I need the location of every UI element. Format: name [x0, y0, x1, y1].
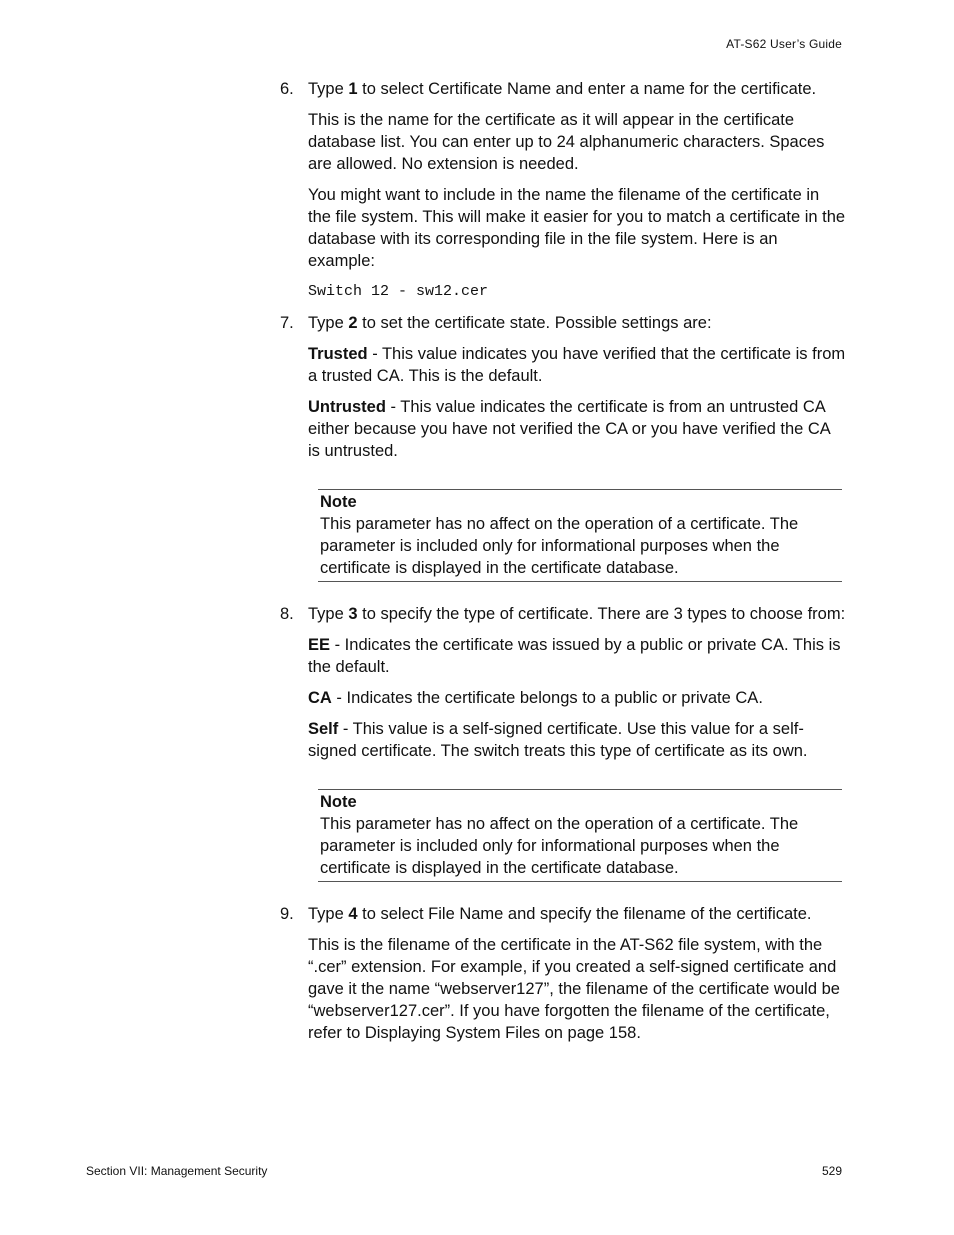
step-9: 9. Type 4 to select File Name and specify the filename of the certificate. — [280, 905, 812, 923]
paragraph: This is the filename of the certificate in the AT-S62 file system, with the “.cer” extension. For example, if you created a self-signed certificate and gave it the name “webserver127”, the filename of the certificate would be “webserver127.cer”. If you have forgotten the filename of the certificate, refer to Displaying System Files on page 158. — [308, 936, 840, 1042]
page-content — [280, 78, 846, 1044]
key: 3 — [348, 605, 358, 623]
note-text: This parameter has no affect on the operation of a certificate. The parameter is included only for informational purposes when the certificate is displayed in the certificate database. — [320, 515, 799, 577]
option-untrusted: Untrusted - This value indicates the certificate is from an untrusted CA either because you have not verified the CA or you have verified the CA is untrusted. — [308, 398, 830, 460]
option-ca: CA - Indicates the certificate belongs to a public or private CA. — [308, 689, 763, 707]
page-number: 529 — [821, 1164, 842, 1178]
note-text: This parameter has no affect on the operation of a certificate. The parameter is included only for informational purposes when the certificate is displayed in the certificate database. — [320, 815, 799, 877]
note-box — [318, 789, 842, 882]
key: 4 — [348, 905, 358, 923]
paragraph: You might want to include in the name the filename of the certificate in the file system. This will make it easier for you to match a certificate in the database with its corresponding file in the file system. Here is an example: — [308, 186, 846, 270]
step-number: 7. — [280, 314, 294, 332]
footer-section: Section VII: Management Security — [86, 1164, 268, 1178]
key: 1 — [348, 80, 358, 98]
running-header: AT-S62 User’s Guide — [726, 37, 842, 51]
step-number: 8. — [280, 605, 294, 623]
step-6: 6. Type 1 to select Certificate Name and enter a name for the certificate. — [280, 80, 817, 98]
key: 2 — [348, 314, 358, 332]
step-7: 7. Type 2 to set the certificate state. Possible settings are: — [280, 314, 712, 332]
note-title: Note — [320, 493, 357, 511]
note-box — [318, 489, 842, 582]
step-number: 6. — [280, 80, 294, 98]
option-ee: EE - Indicates the certificate was issued by a public or private CA. This is the default. — [308, 636, 841, 676]
paragraph: This is the name for the certificate as it will appear in the certificate database list. You can enter up to 24 alphanumeric characters. Spaces are allowed. No extension is needed. — [308, 111, 825, 173]
option-trusted: Trusted - This value indicates you have verified that the certificate is from a trusted CA. This is the default. — [308, 345, 846, 385]
option-self: Self - This value is a self-signed certificate. Use this value for a self-signed certificate. The switch treats this type of certificate as its own. — [308, 720, 808, 760]
step-8: 8. Type 3 to specify the type of certificate. There are 3 types to choose from: — [280, 605, 846, 623]
note-title: Note — [320, 793, 357, 811]
step-number: 9. — [280, 905, 294, 923]
code-example: Switch 12 - sw12.cer — [308, 283, 489, 300]
